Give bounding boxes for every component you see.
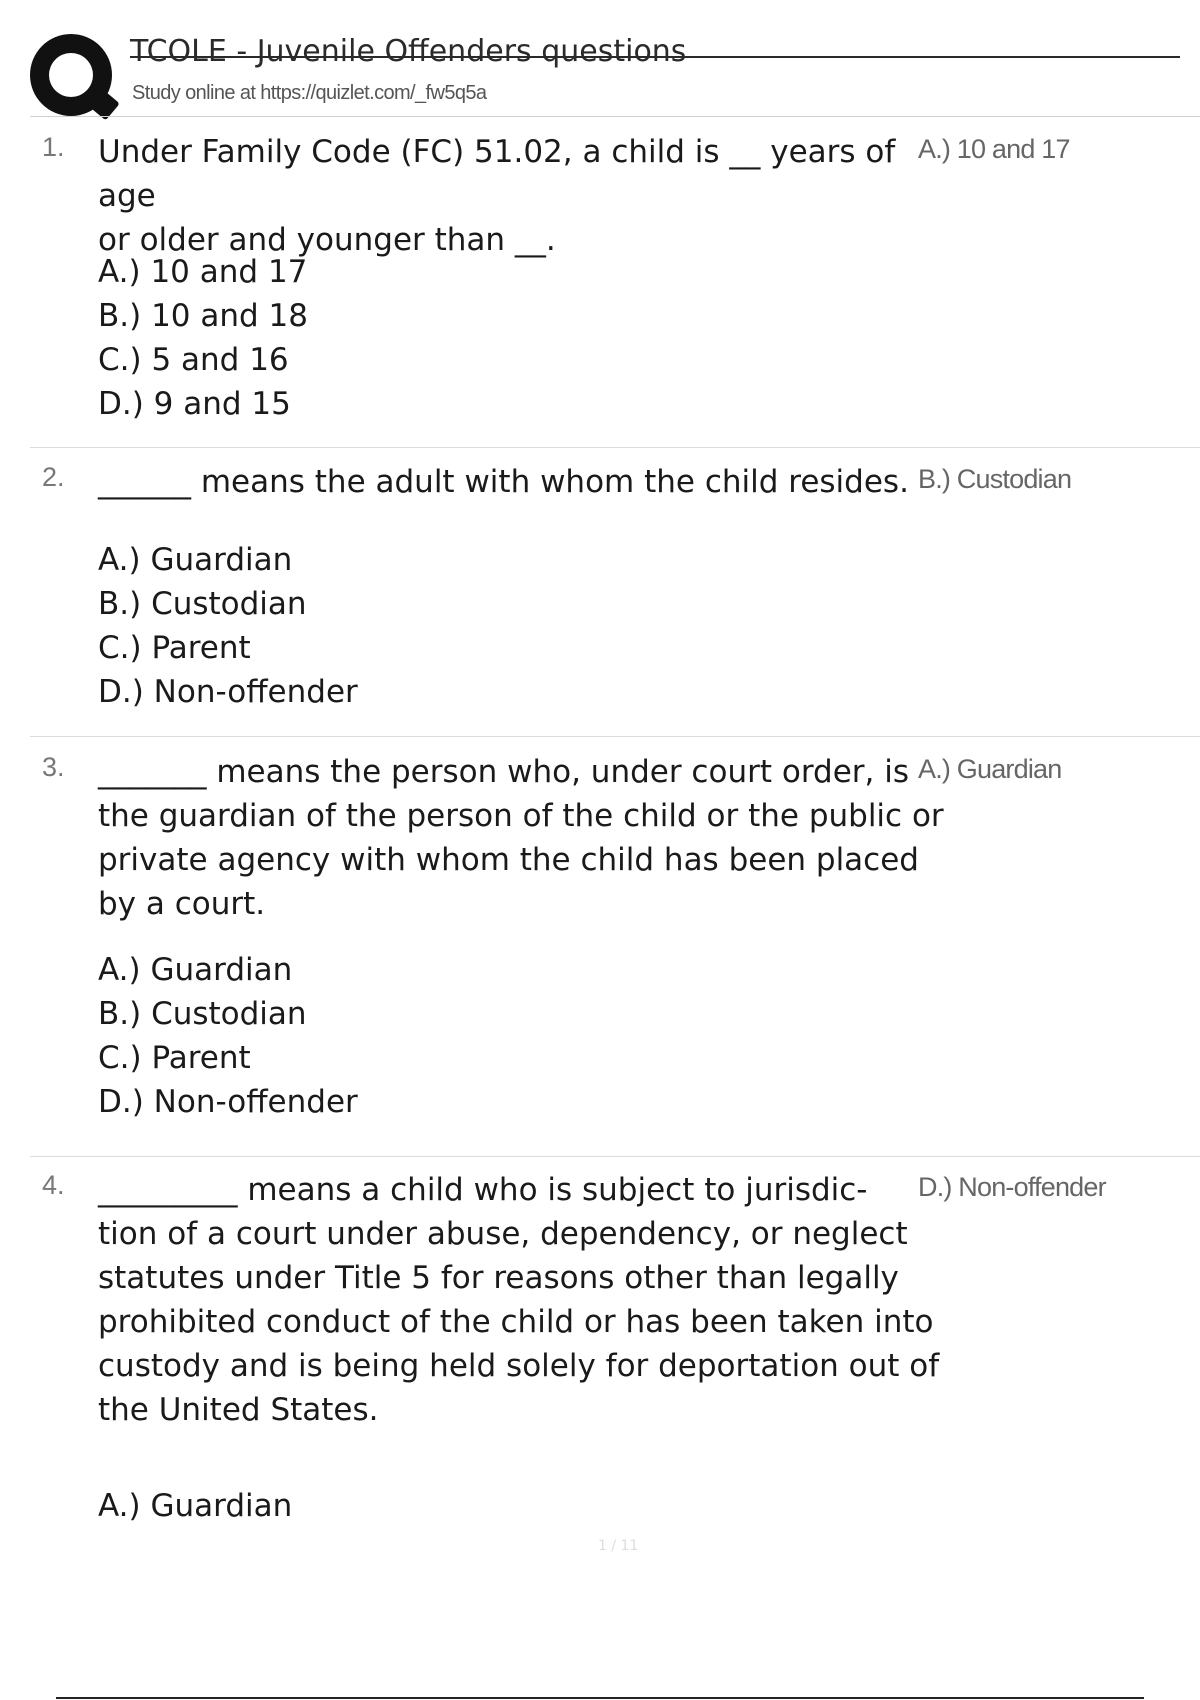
question-text: _________ means a child who is subject to jurisdic- tion of a court under abuse, dependency, or neglect statutes under Title 5 for reasons other than legally prohibited conduct of the child or has been taken into custody and is being held solely for deportation out of the United States. [98, 1172, 940, 1428]
question-number: 2. [42, 462, 65, 492]
answer-text: B.) Custodian [918, 464, 1072, 494]
page-header [30, 30, 1180, 118]
option-list [98, 1484, 292, 1528]
option-item: C.) Parent [98, 1040, 251, 1076]
title-strike-line [130, 56, 1180, 58]
option-list [98, 538, 358, 714]
option-item: B.) Custodian [98, 586, 307, 622]
document-title: TCOLE - Juvenile Offenders questions [130, 34, 687, 69]
header-divider [30, 116, 1200, 117]
question-divider [30, 736, 1200, 737]
question-number: 3. [42, 752, 65, 782]
option-item: D.) 9 and 15 [98, 386, 291, 422]
page-number: 1 / 11 [598, 1538, 639, 1554]
quizlet-logo-icon [30, 34, 112, 116]
answer-text: A.) 10 and 17 [918, 134, 1070, 164]
option-item: C.) 5 and 16 [98, 342, 289, 378]
option-item: A.) 10 and 17 [98, 254, 308, 290]
option-item: A.) Guardian [98, 952, 293, 988]
question-number: 4. [42, 1170, 65, 1200]
option-item: D.) Non-offender [98, 1084, 358, 1120]
question-text: Under Family Code (FC) 51.02, a child is __ years of age or older and younger than __. [98, 134, 896, 258]
option-item: D.) Non-offender [98, 674, 358, 710]
question-divider [30, 447, 1200, 448]
question-divider [30, 1156, 1200, 1157]
question-text: _______ means the person who, under court order, is the guardian of the person of the child or the public or private agency with whom the child has been placed by a court. [98, 754, 944, 922]
study-online-link-text: Study online at https://quizlet.com/_fw5q5a [132, 82, 487, 104]
option-list [98, 250, 308, 426]
answer-text: D.) Non-offender [918, 1172, 1106, 1202]
option-item: B.) 10 and 18 [98, 298, 308, 334]
option-list [98, 948, 358, 1124]
footer-rule [56, 1697, 1144, 1699]
question-text: ______ means the adult with whom the child resides. [98, 464, 909, 500]
question-number: 1. [42, 132, 65, 162]
option-item: A.) Guardian [98, 1488, 293, 1524]
option-item: C.) Parent [98, 630, 251, 666]
answer-text: A.) Guardian [918, 754, 1062, 784]
option-item: A.) Guardian [98, 542, 293, 578]
option-item: B.) Custodian [98, 996, 307, 1032]
